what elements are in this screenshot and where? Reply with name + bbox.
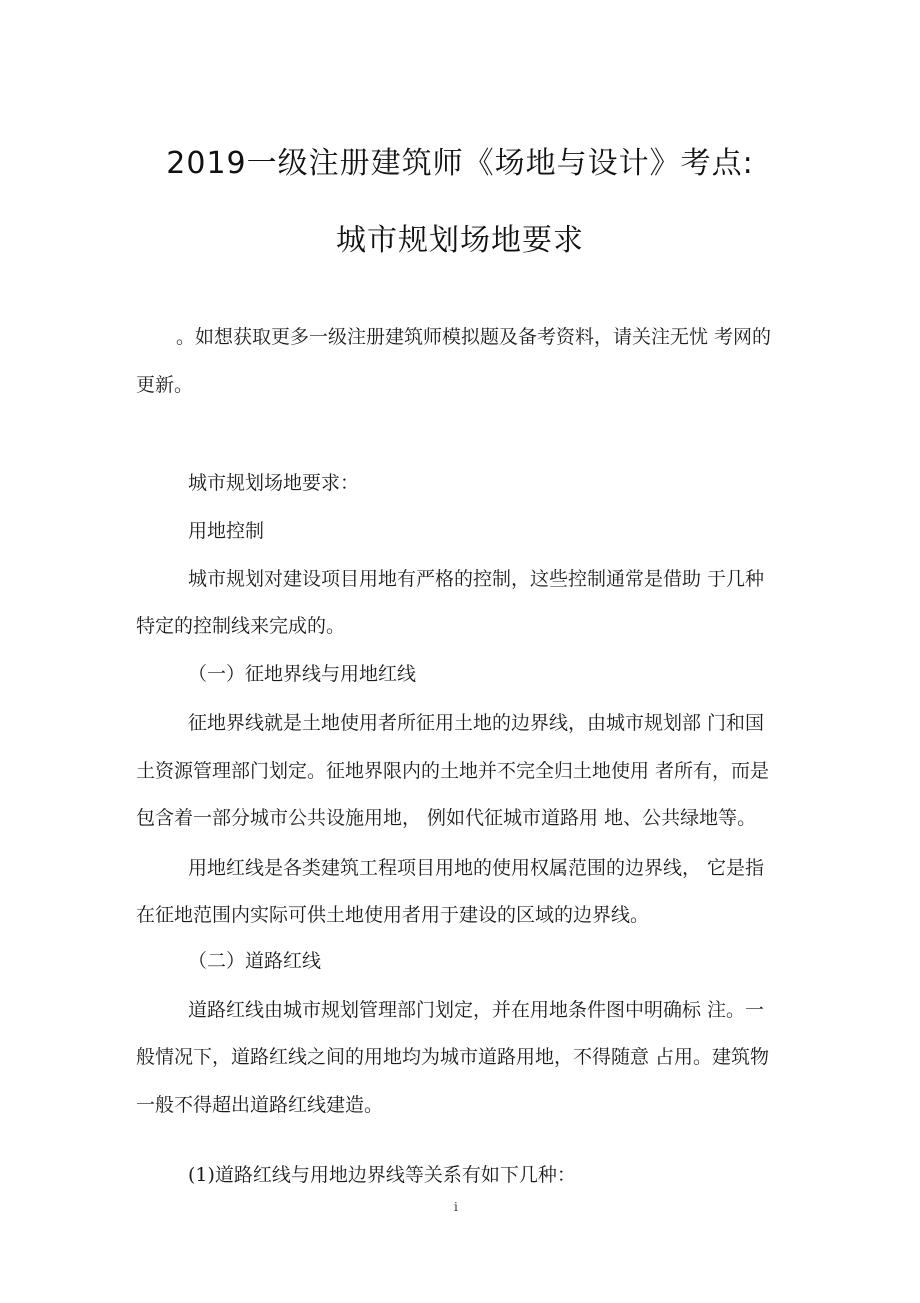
paragraph-3-line-2: 在征地范围内实际可供土地使用者用于建设的区域的边界线。 <box>136 904 650 926</box>
paragraph-1-line-1: 城市规划对建设项目用地有严格的控制，这些控制通常是借助 于几种 <box>188 568 765 590</box>
section-heading: 城市规划场地要求： <box>188 472 360 494</box>
document-title-line-2: 城市规划场地要求 <box>336 223 584 258</box>
page-number: i <box>454 1200 458 1214</box>
paragraph-3-line-1: 用地红线是各类建筑工程项目用地的使用权属范围的边界线， 它是指 <box>188 857 765 879</box>
list-item-1: (1)道路红线与用地边界线等关系有如下几种： <box>188 1164 576 1186</box>
subheading-2: （二）道路红线 <box>188 950 322 972</box>
paragraph-4-line-3: 一般不得超出道路红线建造。 <box>136 1094 384 1116</box>
intro-line-1: 。如想获取更多一级注册建筑师模拟题及备考资料，请关注无忧 考网的 <box>176 326 772 348</box>
paragraph-2-line-2: 土资源管理部门划定。征地界限内的土地并不完全归土地使用 者所有，而是 <box>136 760 770 782</box>
paragraph-2-line-1: 征地界线就是土地使用者所征用土地的边界线，由城市规划部 门和国 <box>188 712 765 734</box>
paragraph-4-line-1: 道路红线由城市规划管理部门划定，并在用地条件图中明确标 注。一 <box>188 999 765 1021</box>
document-title-line-1: 2019一级注册建筑师《场地与设计》考点: <box>166 146 754 181</box>
paragraph-1-line-2: 特定的控制线来完成的。 <box>136 615 346 637</box>
paragraph-2-line-3: 包含着一部分城市公共设施用地， 例如代征城市道路用 地、公共绿地等。 <box>136 807 757 829</box>
paragraph-4-line-2: 般情况下，道路红线之间的用地均为城市道路用地，不得随意 占用。建筑物 <box>136 1046 770 1068</box>
intro-line-2: 更新。 <box>136 374 194 396</box>
subheading-land-control: 用地控制 <box>188 520 265 542</box>
subheading-1: （一）征地界线与用地红线 <box>188 663 417 685</box>
